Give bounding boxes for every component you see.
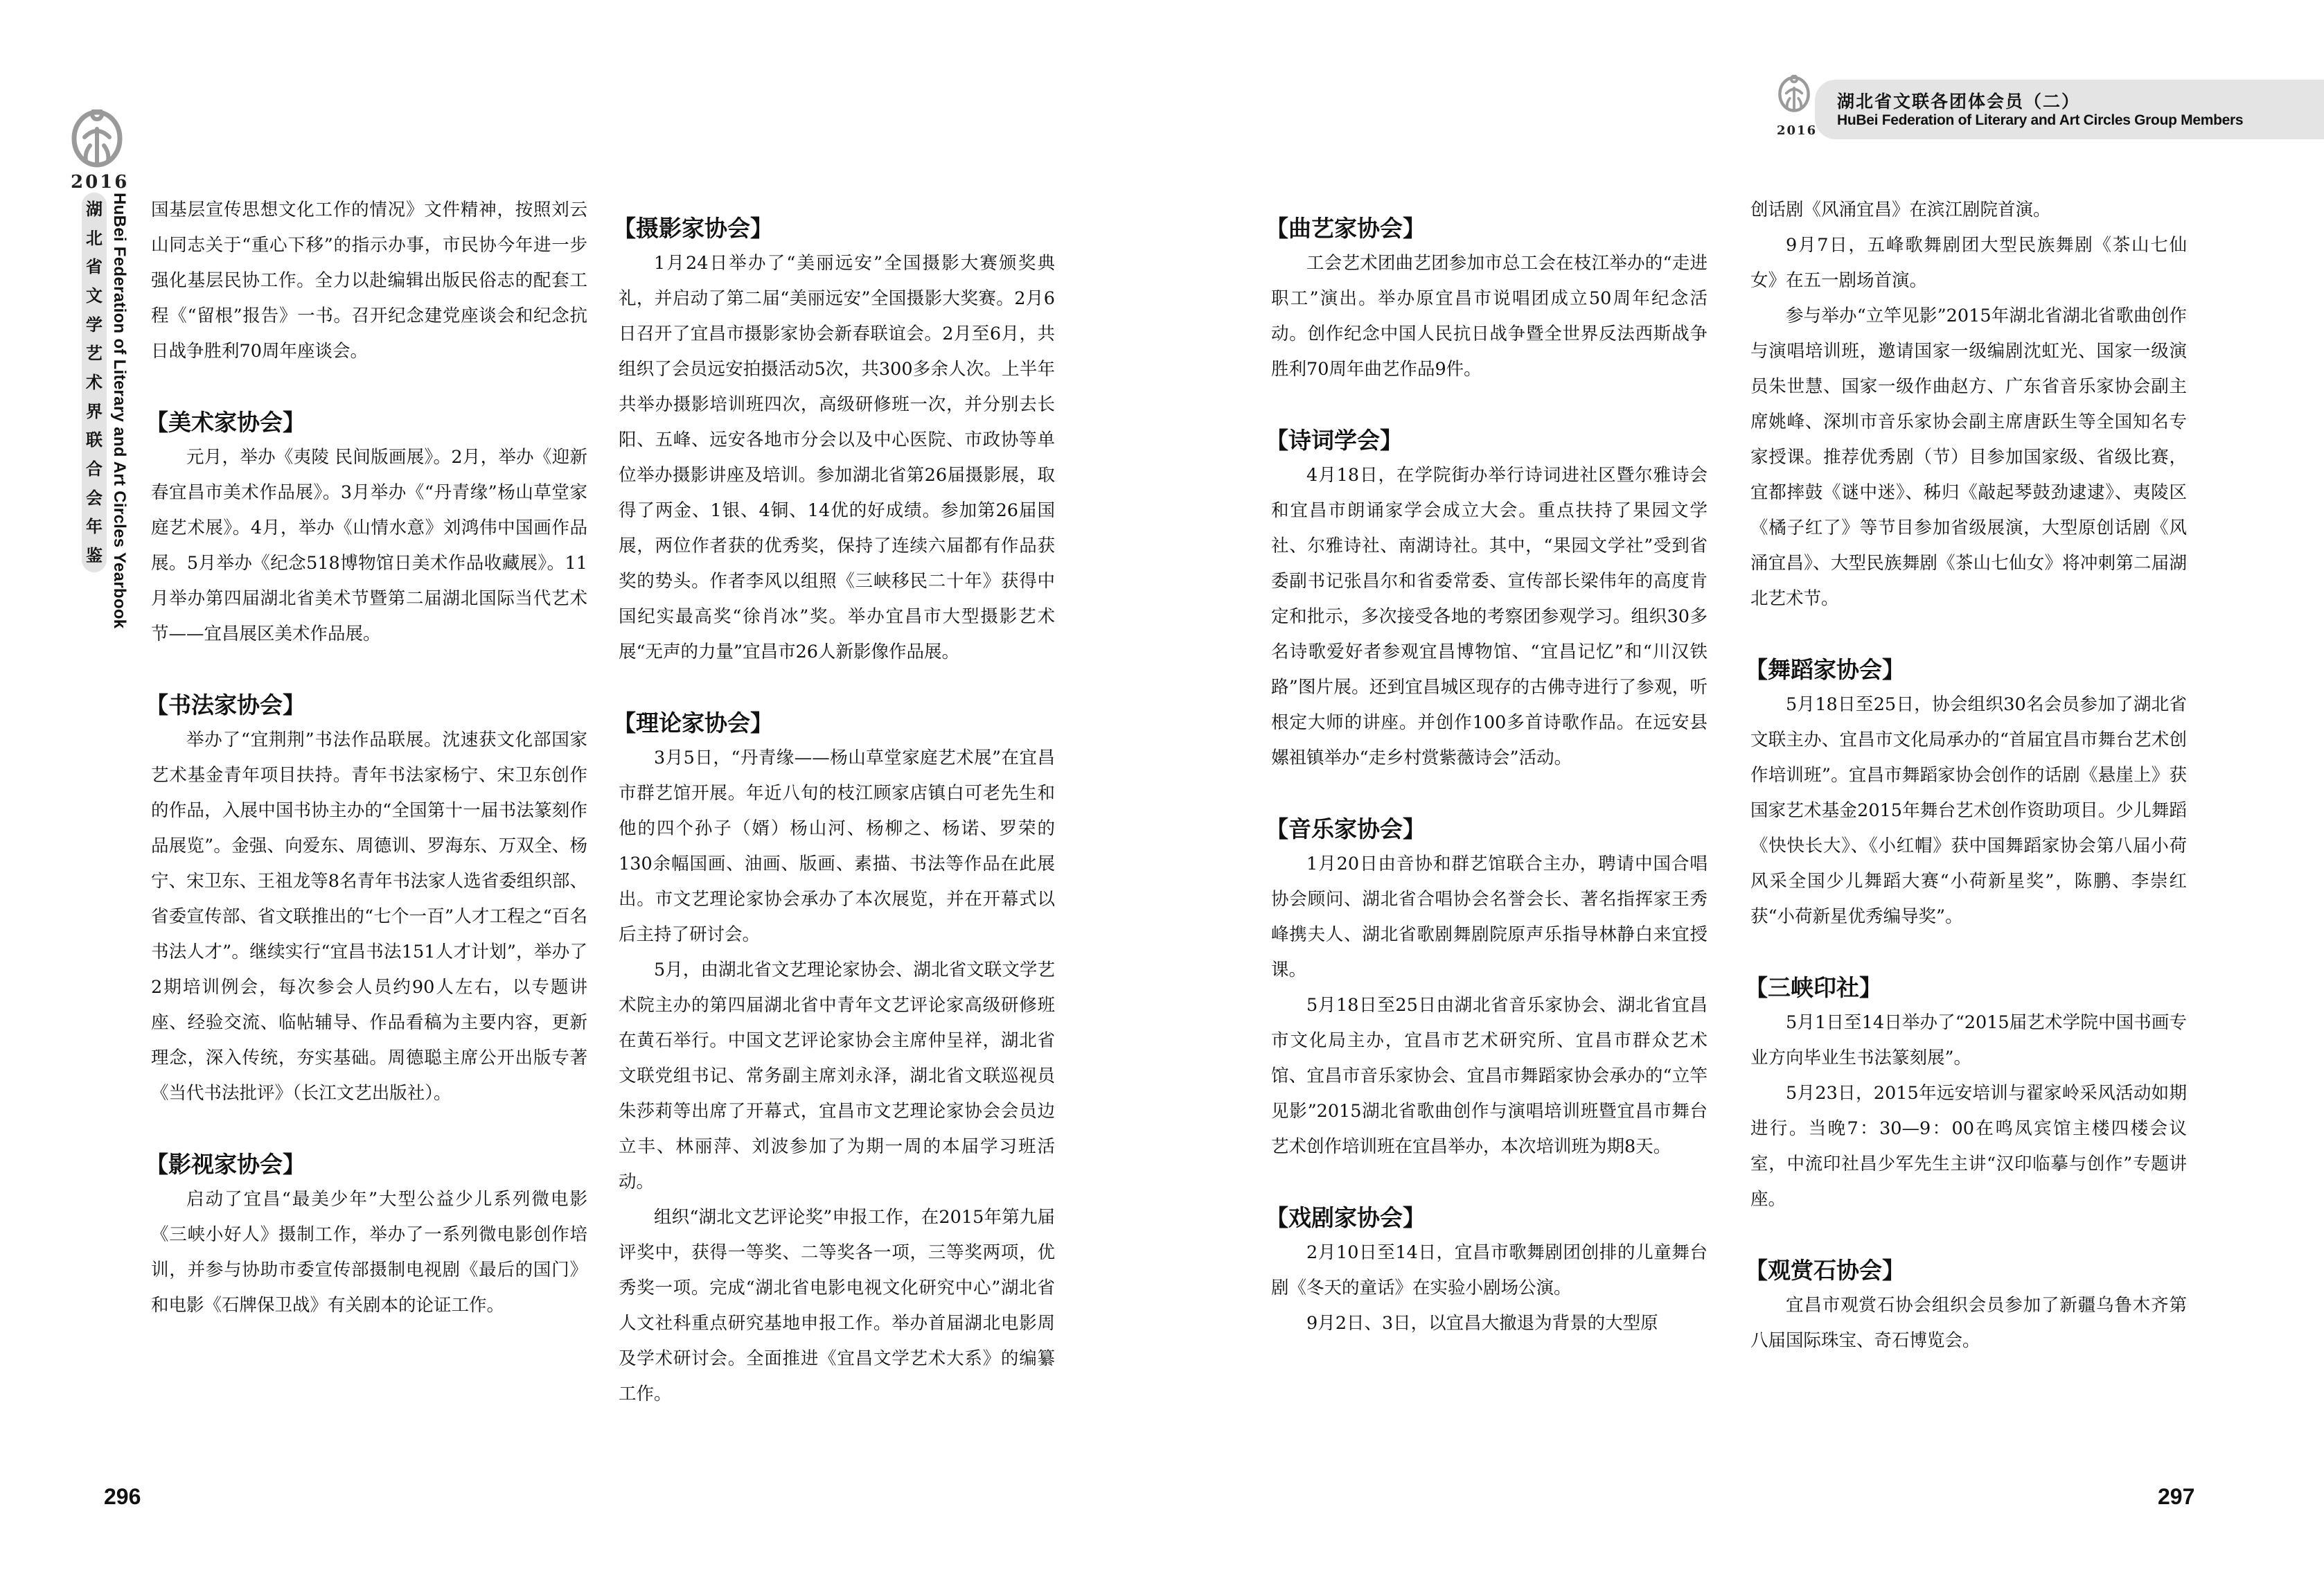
yearbook-title-vertical (82, 193, 107, 572)
body-paragraph: 9月7日，五峰歌舞剧团大型民族舞剧《茶山七仙女》在五一剧场首演。 (1750, 235, 2187, 291)
section-heading: 【理论家协会】 (613, 709, 773, 736)
column-4 (1745, 193, 2187, 1359)
column-1 (145, 193, 587, 1323)
yearbook-title-char: 鉴 (86, 545, 103, 565)
logo-year: 2016 (1777, 123, 1818, 138)
article-section (151, 193, 587, 369)
body-paragraph: 4月18日，在学院街办举行诗词进社区暨尔雅诗会和宜昌市朗诵家学会成立大会。重点扶持了果园文学社、尔雅诗社、南湖诗社。其中，“果园文学社”受到省委副书记张昌尔和省委常委、宣传部长梁伟年的高度肯定和批示，多次接受各地的考察团参观学习。组织30多名诗歌爱好者参观宜昌博物馆、“宜昌记忆”和“川汉铁路”图片展。还到宜昌城区现存的古佛寺进行了参观，听根定大师的讲座。并创作100多首诗歌作品。在远安县嫘祖镇举办“走乡村赏紫薇诗会”活动。 (1271, 465, 1707, 768)
yearbook-title-english: HuBei Federation of Literary and Art Circles Yearbook (110, 193, 129, 629)
section-heading: 【书法家协会】 (145, 691, 305, 718)
yearbook-title-char: 术 (86, 372, 103, 392)
yearbook-title-char: 艺 (86, 344, 103, 364)
column-3 (1266, 211, 1707, 1341)
article-section (145, 1147, 587, 1323)
section-heading: 【三峡印社】 (1745, 974, 1882, 1001)
yearbook-title-char: 会 (86, 488, 103, 508)
body-paragraph: 3月5日，“丹青缘——杨山草堂家庭艺术展”在宜昌市群艺馆开展。年近八旬的枝江顾家店镇白可老先生和他的四个孙子（婿）杨山河、杨柳之、杨诺、罗荣的130余幅国画、油画、版画、素描、书法等作品在此展出。市文艺理论家协会承办了本次展览，并在开幕式以后主持了研讨会。 (619, 748, 1055, 945)
section-header-band (1815, 80, 2324, 139)
article-section (1266, 811, 1707, 1165)
section-heading: 【摄影家协会】 (613, 215, 773, 242)
logo-year: 2016 (71, 172, 130, 193)
article-section (1266, 211, 1707, 387)
page-number-left: 296 (104, 1484, 141, 1509)
article-section (1745, 1253, 2187, 1359)
yearbook-title-char: 学 (86, 315, 103, 335)
article-section (1266, 1200, 1707, 1341)
body-paragraph: 1月24日举办了“美丽远安”全国摄影大赛颁奖典礼，并启动了第二届“美丽远安”全国摄影大奖赛。2月6日召开了宜昌市摄影家协会新春联谊会。2月至6月，共组织了会员远安拍摄活动5次，共300多余人次。上半年共举办摄影培训班四次，高级研修班一次，并分别去长阳、五峰、远安各地市分会以及中心医院、市政协等单位举办摄影讲座及培训。参加湖北省第26届摄影展，取得了两金、1银、4铜、14优的好成绩。参加第26届国展，两位作者获的优秀奖，保持了连续六届都有作品获奖的势头。作者李风以组照《三峡移民二十年》获得中国纪实最高奖“徐肖冰”奖。举办宜昌市大型摄影艺术展“无声的力量”宜昌市26人新影像作品展。 (619, 253, 1055, 662)
section-heading: 【观赏石协会】 (1745, 1257, 1905, 1284)
section-heading: 【舞蹈家协会】 (1745, 656, 1905, 683)
body-paragraph: 2月10日至14日，宜昌市歌舞剧团创排的儿童舞台剧《冬天的童话》在实验小剧场公演。 (1271, 1242, 1707, 1298)
body-paragraph: 参与举办“立竿见影”2015年湖北省湖北省歌曲创作与演唱培训班，邀请国家一级编剧沈虹光、国家一级演员朱世慧、国家一级作曲赵方、广东省音乐家协会副主席姚峰、深圳市音乐家协会副主席唐跃生等全国知名专家授课。推荐优秀剧（节）目参加国家级、省级比赛，宜都摔鼓《谜中迷》、秭归《敲起琴鼓劲逮逮》、夷陵区《橘子红了》等节目参加省级展演，大型原创话剧《风涌宜昌》、大型民族舞剧《茶山七仙女》将冲刺第二届湖北艺术节。 (1750, 306, 2187, 609)
yearbook-title-char: 文 (86, 285, 103, 306)
body-paragraph: 9月2日、3日，以宜昌大撤退为背景的大型原 (1306, 1313, 1658, 1334)
body-paragraph: 5月1日至14日举办了“2015届艺术学院中国书画专业方向毕业生书法篆刻展”。 (1750, 1012, 2187, 1068)
article-section (145, 687, 587, 1111)
body-paragraph: 工会艺术团曲艺团参加市总工会在枝江举办的“走进职工”演出。举办原宜昌市说唱团成立50周年纪念活动。创作纪念中国人民抗日战争暨全世界反法西斯战争胜利70周年曲艺作品9件。 (1271, 253, 1707, 380)
body-paragraph: 5月23日，2015年远安培训与翟家岭采风活动如期进行。当晚7：30—9：00在鸣凤宾馆主楼四楼会议室，中流印社昌少军先生主讲“汉印临摹与创作”专题讲座。 (1750, 1083, 2187, 1210)
section-header-title: 湖北省文联各团体会员（二） (1837, 91, 2081, 112)
body-paragraph: 宜昌市观赏石协会组织会员参加了新疆乌鲁木齐第八届国际珠宝、奇石博览会。 (1750, 1295, 2187, 1351)
yearbook-title-char: 年 (86, 517, 103, 537)
column-2 (613, 211, 1055, 1412)
section-heading: 【诗词学会】 (1266, 427, 1403, 454)
yearbook-title-char: 北 (86, 228, 103, 248)
body-paragraph: 1月20日由音协和群艺馆联合主办，聘请中国合唱协会顾问、湖北省合唱协会名誉会长、著名指挥家王秀峰携夫人、湖北省歌剧舞剧院原声乐指导林静白来宜授课。 (1271, 854, 1707, 980)
article-section (1745, 970, 2187, 1217)
yearbook-title-char: 省 (86, 257, 103, 277)
body-paragraph: 创话剧《风涌宜昌》在滨江剧院首演。 (1750, 200, 2051, 220)
federation-logo-icon (1777, 75, 1811, 115)
section-heading: 【影视家协会】 (145, 1151, 305, 1178)
page-number-right: 297 (2158, 1484, 2195, 1509)
body-paragraph: 举办了“宜荆荆”书法作品联展。沈速获文化部国家艺术基金青年项目扶持。青年书法家杨宁、宋卫东创作的作品，入展中国书协主办的“全国第十一届书法篆刻作品展览”。金强、向爱东、周德训、罗海东、万双全、杨宁、宋卫东、王祖龙等8名青年书法家人选省委组织部、省委宣传部、省文联推出的“七个一百”人才工程之“百名书法人才”。继续实行“宜昌书法151人才计划”，举办了2期培训例会，每次参会人员约90人左右，以专题讲座、经验交流、临帖辅导、作品看稿为主要内容，更新理念，深入传统，夯实基础。周德聪主席公开出版专著《当代书法批评》（长江文艺出版社）。 (151, 730, 587, 1104)
body-paragraph: 5月，由湖北省文艺理论家协会、湖北省文联文学艺术院主办的第四届湖北省中青年文艺评论家高级研修班在黄石举行。中国文艺评论家协会主席仲呈祥，湖北省文联党组书记、常务副主席刘永泽，湖北省文联巡视员朱莎莉等出席了开幕式，宜昌市文艺理论家协会会员边立丰、林丽萍、刘波参加了为期一周的本届学习班活动。 (619, 960, 1055, 1192)
yearbook-title-char: 界 (86, 401, 103, 421)
article-section (1745, 652, 2187, 935)
section-heading: 【音乐家协会】 (1266, 815, 1426, 842)
section-heading: 【美术家协会】 (145, 409, 305, 436)
section-heading: 【戏剧家协会】 (1266, 1204, 1426, 1231)
article-section (1266, 423, 1707, 776)
article-section (145, 405, 587, 652)
body-paragraph: 5月18日至25日，协会组织30名会员参加了湖北省文联主办、宜昌市文化局承办的“首届宜昌市舞台艺术创作培训班”。宜昌市舞蹈家协会创作的话剧《悬崖上》获国家艺术基金2015年舞台艺术创作资助项目。少儿舞蹈《快快长大》、《小红帽》获中国舞蹈家协会第八届小荷风采全国少儿舞蹈大赛“小荷新星奖”，陈鹏、李崇红获“小荷新星优秀编导奖”。 (1750, 694, 2187, 927)
yearbook-title-char: 湖 (86, 200, 103, 219)
yearbook-title-char: 合 (86, 459, 103, 479)
section-heading: 【曲艺家协会】 (1266, 215, 1426, 242)
body-paragraph: 启动了宜昌“最美少年”大型公益少儿系列微电影《三峡小好人》摄制工作，举办了一系列微电影创作培训，并参与协助市委宣传部摄制电视剧《最后的国门》和电影《石牌保卫战》有关剧本的论证工作。 (151, 1189, 587, 1316)
body-paragraph: 元月，举办《夷陵 民间版画展》。2月，举办《迎新春宜昌市美术作品展》。3月举办《“丹青缘”杨山草堂家庭艺术展》。4月，举办《山情水意》刘鸿伟中国画作品展。5月举办《纪念518博物馆日美术作品收藏展》。11月举办第四届湖北省美术节暨第二届湖北国际当代艺术节——宜昌展区美术作品展。 (151, 447, 587, 644)
article-section (613, 211, 1055, 670)
article-section (1750, 193, 2187, 617)
section-header-subtitle: HuBei Federation of Literary and Art Circles Group Members (1837, 112, 2244, 128)
article-section (613, 705, 1055, 1412)
body-paragraph: 5月18日至25日由湖北省音乐家协会、湖北省宜昌市文化局主办，宜昌市艺术研究所、宜昌市群众艺术馆、宜昌市音乐家协会、宜昌市舞蹈家协会承办的“立竿见影”2015湖北省歌曲创作与演唱培训班暨宜昌市舞台艺术创作培训班在宜昌举办，本次培训班为期8天。 (1271, 995, 1707, 1157)
body-paragraph: 国基层宣传思想文化工作的情况》文件精神，按照刘云山同志关于“重心下移”的指示办事，市民协今年进一步强化基层民协工作。全力以赴编辑出版民俗志的配套工程《“留根”报告》一书。召开纪念建党座谈会和纪念抗日战争胜利70周年座谈会。 (151, 200, 587, 362)
yearbook-title-char: 联 (86, 430, 103, 450)
body-paragraph: 组织“湖北文艺评论奖”申报工作，在2015年第九届评奖中，获得一等奖、二等奖各一项，三等奖两项，优秀奖一项。完成“湖北省电影电视文化研究中心”湖北省人文社科重点研究基地申报工作。举办首届湖北电影周及学术研讨会。全面推进《宜昌文学艺术大系》的编纂工作。 (619, 1207, 1055, 1404)
federation-logo-icon (69, 109, 125, 170)
